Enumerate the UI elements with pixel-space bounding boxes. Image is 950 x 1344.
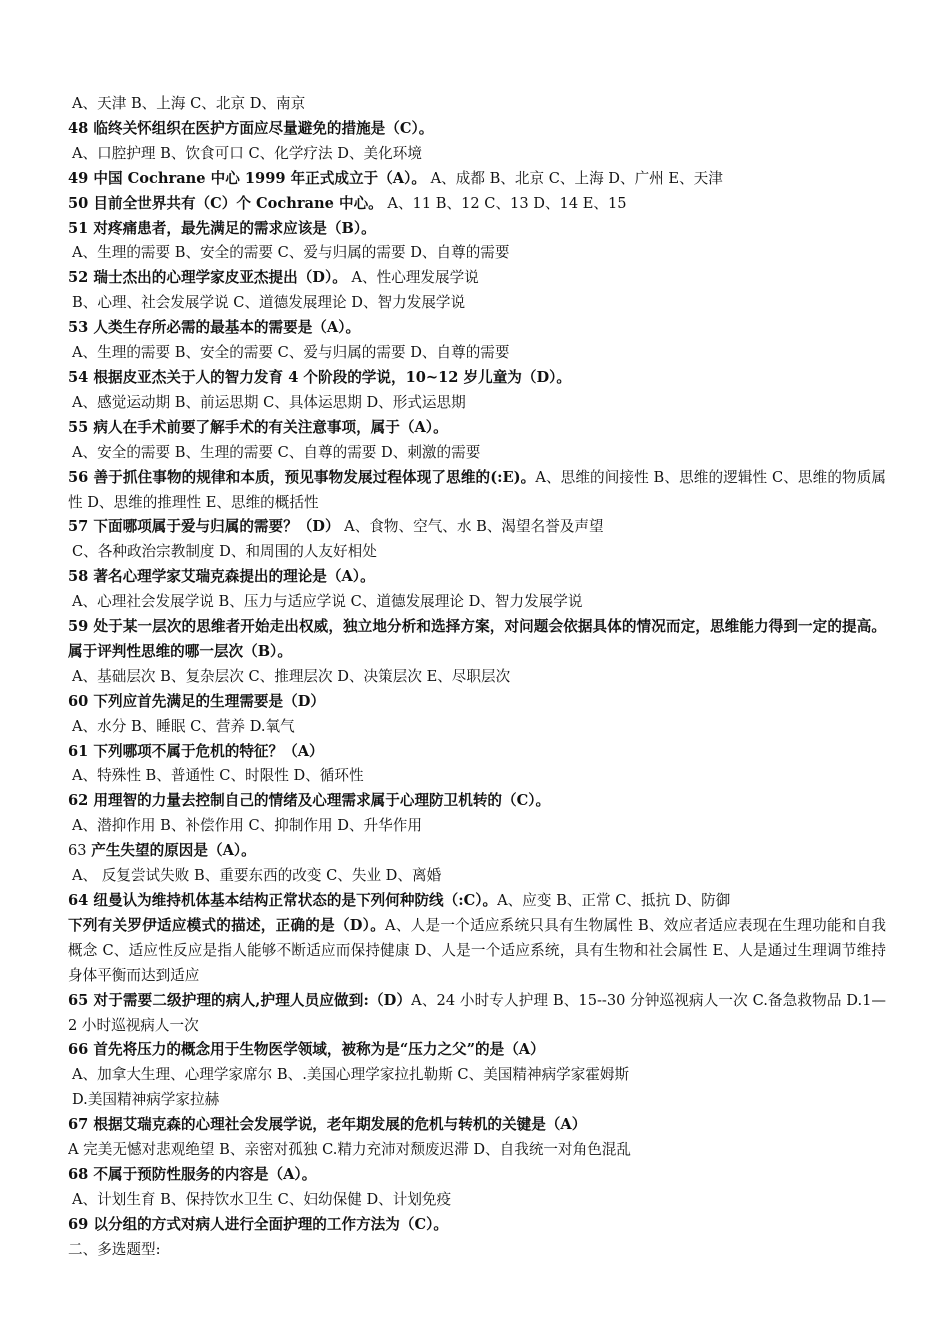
answer-options-line [68,814,886,839]
question-line [68,839,886,864]
option-text: A、11 B、12 C、13 D、14 E、15 [382,194,627,212]
question-line [68,515,886,540]
option-text: A、基础层次 B、复杂层次 C、推理层次 D、决策层次 E、尽职层次 [72,667,511,685]
question-text: 产生失望的原因是（A）。 [91,842,256,860]
question-line [68,1038,886,1063]
option-text: A、人是一个适应系统只具有生物属性 B、效应者适应表现在生理功能和自我概念 C、适应性反应是指人能够不断适应而保持健康 D、人是一个适应系统，具有生物和社会属性 E、人是通过生理调节维持身体平衡而达到适应 [68,916,886,984]
option-text: A、生理的需要 B、安全的需要 C、爱与归属的需要 D、自尊的需要 [72,344,510,362]
option-text: A 完美无憾对悲观绝望 B、亲密对孤独 C.精力充沛对颓废迟滞 D、自我统一对角色混乱 [68,1141,631,1159]
option-text: A、天津 B、上海 C、北京 D、南京 [72,95,306,112]
option-text: 63 [68,842,92,860]
option-text: A、成都 B、北京 C、上海 D、广州 E、天津 [425,169,723,187]
option-text: A、食物、空气、水 B、渴望名誉及声望 [339,518,604,536]
answer-options-line [68,142,886,167]
question-text: 61 下列哪项不属于危机的特征？（A） [68,742,324,760]
option-text: A、感觉运动期 B、前运思期 C、具体运思期 D、形式运思期 [72,393,466,411]
option-text: A、思维的间接性 B、思维的逻辑性 C、思维的物质属性 D、思维的推理性 E、思维的概括性 [68,468,886,511]
question-line [68,1138,886,1163]
question-line [68,192,886,217]
question-line [68,690,886,715]
question-line [68,167,886,192]
question-line [68,565,886,590]
option-text: A、安全的需要 B、生理的需要 C、自尊的需要 D、刺激的需要 [72,443,481,461]
answer-options-line [68,540,886,565]
question-text: 52 瑞士杰出的心理学家皮亚杰提出（D）。 [68,269,347,287]
question-text: 68 不属于预防性服务的内容是（A）。 [68,1165,317,1183]
question-line [68,416,886,441]
question-line [68,1238,886,1263]
question-text: 49 中国 Cochrane 中心 1999 年正式成立于（A）。 [68,169,426,187]
option-text: A、特殊性 B、普通性 C、时限性 D、循环性 [72,767,364,785]
answer-options-line [68,590,886,615]
answer-options-line [68,1188,886,1213]
option-text: D.美国精神病学家拉赫 [72,1091,220,1109]
option-text: A、性心理发展学说 [346,269,479,287]
question-line [68,740,886,765]
answer-options-line [68,1063,886,1088]
option-text: 二、多选题型: [68,1240,161,1258]
question-text: 67 根据艾瑞克森的心理社会发展学说，老年期发展的危机与转机的关键是（A） [68,1116,587,1134]
question-line [68,1163,886,1188]
question-text: 50 目前全世界共有（C）个 Cochrane 中心。 [68,194,383,212]
option-text: A、口腔护理 B、饮食可口 C、化学疗法 D、美化环境 [72,144,422,162]
option-text: A、 反复尝试失败 B、重要东西的改变 C、失业 D、离婚 [72,867,442,885]
question-text: 56 善于抓住事物的规律和本质，预见事物发展过程体现了思维的(:E)。 [68,468,536,486]
question-line [68,366,886,391]
question-line [68,889,886,914]
option-text: A、计划生育 B、保持饮水卫生 C、妇幼保健 D、计划免疫 [72,1190,452,1208]
question-text: 53 人类生存所必需的最基本的需要是（A）。 [68,319,361,337]
question-text: 57 下面哪项属于爱与归属的需要？（D） [68,518,340,536]
question-line [68,615,886,665]
question-line [68,914,886,989]
question-text: 59 处于某一层次的思维者开始走出权威，独立地分析和选择方案，对问题会依据具体的情况而定，思维能力得到一定的提高。属于评判性思维的哪一层次（B）。 [68,618,886,660]
question-text: 69 以分组的方式对病人进行全面护理的工作方法为（C）。 [68,1215,448,1233]
answer-options-line [68,341,886,366]
question-text: 下列有关罗伊适应模式的描述，正确的是（D）。 [68,916,386,934]
question-line [68,217,886,242]
option-text: A、24 小时专人护理 B、15--30 分钟巡视病人一次 C.备急救物品 D.1—2 小时巡视病人一次 [68,991,886,1034]
answer-options-line [68,241,886,266]
answer-options-line [68,291,886,316]
question-text: 66 首先将压力的概念用于生物医学领域，被称为是“压力之父”的是（A） [68,1041,545,1059]
answer-options-line [68,441,886,466]
question-text: 60 下列应首先满足的生理需要是（D） [68,692,325,710]
question-line [68,989,886,1039]
answer-options-line [68,1088,886,1113]
question-line [68,316,886,341]
answer-options-line [68,715,886,740]
question-text: 48 临终关怀组织在医护方面应尽量避免的措施是（C）。 [68,119,434,137]
document-page [68,92,886,1263]
option-text: B、心理、社会发展学说 C、道德发展理论 D、智力发展学说 [72,294,466,312]
question-line [68,1213,886,1238]
option-text: C、各种政治宗教制度 D、和周围的人友好相处 [72,543,377,561]
question-line [68,466,886,516]
question-text: 54 根据皮亚杰关于人的智力发育 4 个阶段的学说，10~12 岁儿童为（D）。 [68,368,572,386]
option-text: A、水分 B、睡眠 C、营养 D.氧气 [72,717,295,735]
question-line [68,1113,886,1138]
option-text: A、应变 B、正常 C、抵抗 D、防御 [497,892,731,909]
question-text: 58 著名心理学家艾瑞克森提出的理论是（A）。 [68,568,375,586]
question-text: 65 对于需要二级护理的病人,护理人员应做到:（D） [68,991,412,1009]
option-text: A、心理社会发展学说 B、压力与适应学说 C、道德发展理论 D、智力发展学说 [72,593,583,611]
question-line [68,266,886,291]
option-text: A、加拿大生理、心理学家席尔 B、.美国心理学家拉扎勒斯 C、美国精神病学家霍姆斯 [72,1066,630,1084]
answer-options-line [68,391,886,416]
answer-options-line [68,864,886,889]
question-text: 55 病人在手术前要了解手术的有关注意事项，属于（A）。 [68,418,448,436]
question-text: 64 纽曼认为维持机体基本结构正常状态的是下列何种防线（:C）。 [68,892,498,909]
answer-options-line [68,92,886,117]
question-line [68,789,886,814]
option-text: A、生理的需要 B、安全的需要 C、爱与归属的需要 D、自尊的需要 [72,244,510,262]
option-text: A、潜抑作用 B、补偿作用 C、抑制作用 D、升华作用 [72,817,422,835]
question-line [68,117,886,142]
question-text: 51 对疼痛患者，最先满足的需求应该是（B）。 [68,219,376,237]
question-text: 62 用理智的力量去控制自己的情绪及心理需求属于心理防卫机转的（C）。 [68,792,551,810]
answer-options-line [68,764,886,789]
answer-options-line [68,665,886,690]
